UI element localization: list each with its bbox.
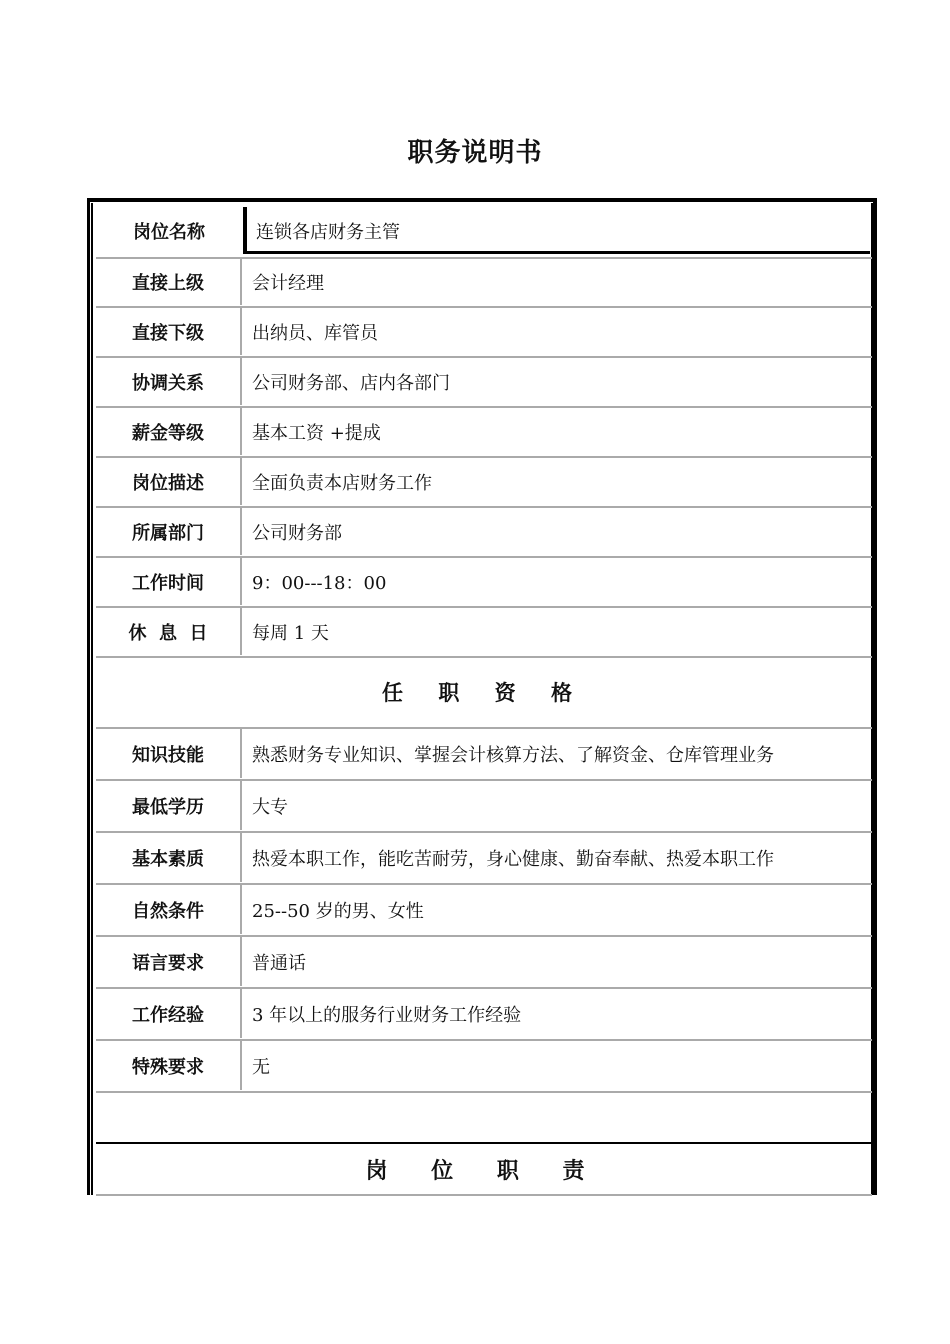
- table-row: [96, 408, 872, 455]
- row-label: 最低学历: [96, 781, 242, 830]
- table-row: [96, 937, 872, 986]
- row-value: 熟悉财务专业知识、掌握会计核算方法、了解资金、仓库管理业务: [252, 744, 774, 766]
- row-value: 全面负责本店财务工作: [252, 472, 432, 494]
- table-row: [96, 608, 872, 655]
- row-label: 自然条件: [96, 885, 242, 934]
- table-row: [96, 729, 872, 778]
- row-label: 工作经验: [96, 989, 242, 1038]
- section-header-qualifications: 任 职 资 格: [382, 681, 586, 705]
- row-value: 热爱本职工作，能吃苦耐劳，身心健康、勤奋奉献、热爱本职工作: [252, 848, 774, 870]
- row-label: 休 息 日: [96, 608, 242, 655]
- row-label: 所属部门: [96, 508, 242, 555]
- table-row: [96, 308, 872, 355]
- table-row: [96, 1041, 872, 1090]
- row-label: 工作时间: [96, 558, 242, 605]
- row-label: 知识技能: [96, 729, 242, 778]
- row-label: 直接上级: [96, 259, 242, 305]
- table-row: [96, 833, 872, 882]
- document-title: 职务说明书: [407, 138, 543, 168]
- row-label: 薪金等级: [96, 408, 242, 455]
- row-label: 协调关系: [96, 358, 242, 405]
- table-row: [96, 458, 872, 505]
- row-label: 岗位描述: [96, 458, 242, 505]
- row-value: 出纳员、库管员: [252, 322, 378, 344]
- table-row: [96, 358, 872, 405]
- row-label: 语言要求: [96, 937, 242, 986]
- first-row-border: [243, 207, 870, 254]
- empty-row: [96, 1093, 872, 1142]
- section-header-duties: 岗 位 职 责: [365, 1158, 603, 1184]
- row-value: 公司财务部、店内各部门: [252, 372, 450, 394]
- row-value: 连锁各店财务主管: [256, 221, 400, 243]
- table-row: [96, 781, 872, 830]
- row-value: 普通话: [252, 952, 306, 974]
- table-row: [96, 259, 872, 305]
- row-label: 特殊要求: [96, 1041, 242, 1090]
- row-label: 直接下级: [96, 308, 242, 355]
- row-divider: [96, 1194, 872, 1196]
- table-row: [96, 558, 872, 605]
- row-value: 会计经理: [252, 273, 324, 294]
- table-row: [96, 989, 872, 1038]
- table-row: [96, 885, 872, 934]
- row-value: 3 年以上的服务行业财务工作经验: [252, 1004, 522, 1026]
- row-value: 每周 1 天: [252, 622, 329, 644]
- table-row: [96, 508, 872, 555]
- row-value: 公司财务部: [252, 522, 342, 544]
- row-label: 岗位名称: [133, 221, 205, 243]
- row-value: 无: [252, 1056, 270, 1078]
- row-value: 25--50 岁的男、女性: [252, 900, 424, 922]
- row-value: 基本工资 +提成: [252, 422, 381, 444]
- row-value: 大专: [252, 796, 288, 818]
- row-value: 9：00---18：00: [252, 572, 387, 594]
- row-label: 基本素质: [96, 833, 242, 882]
